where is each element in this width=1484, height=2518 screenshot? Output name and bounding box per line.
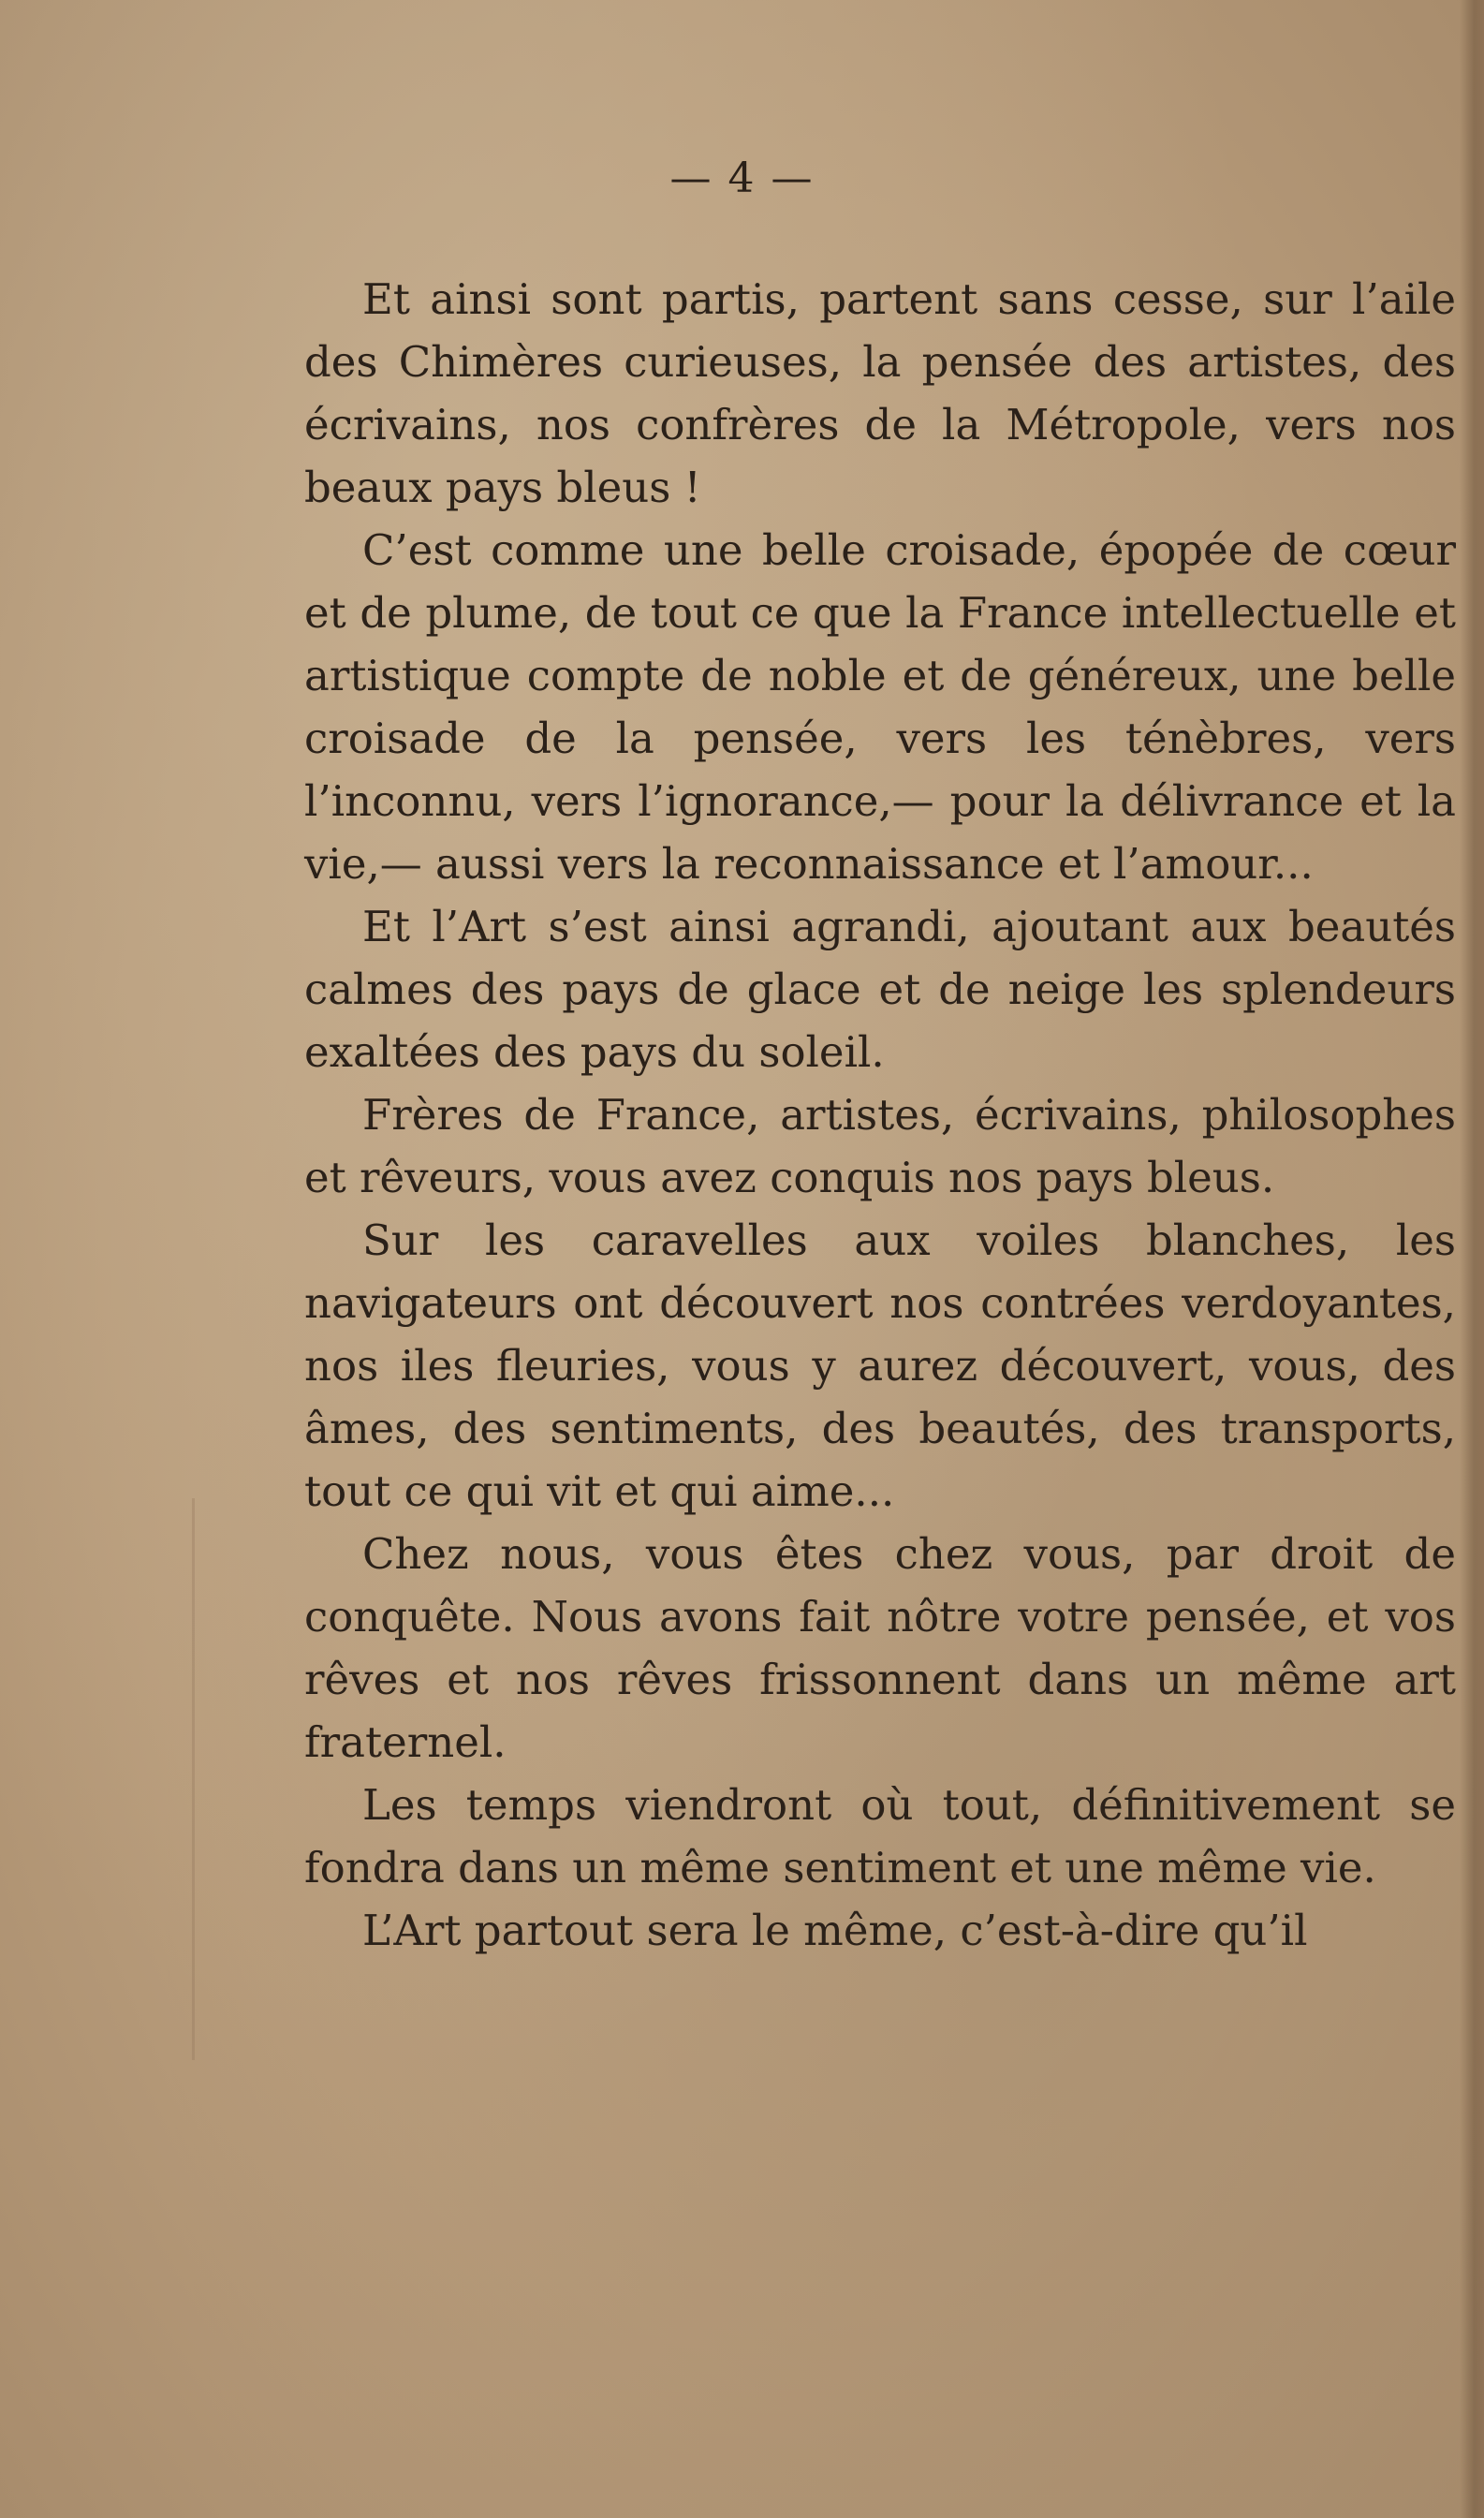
paragraph-8: L’Art partout sera le même, c’est-à-dire qu’il bbox=[362, 1906, 1308, 1955]
paragraph-2: C’est comme une belle croisade, épopée de cœur et de plume, de tout ce que la France intellectuelle et artistique compte de noble et de généreux, une belle croisade de la pensée, vers les ténèbres, vers l’inconnu, vers l’ignorance,— pour la délivrance et la vie,— aussi vers la reconnaissance et l’amour... bbox=[304, 525, 1456, 889]
paragraph-5: Sur les caravelles aux voiles blanches, les navigateurs ont découvert nos contrées verdoyantes, nos iles fleuries, vous y aurez découvert, vous, des âmes, des sentiments, des beautés, des transports, tout ce qui vit et qui aime... bbox=[304, 1215, 1456, 1516]
body-text bbox=[304, 268, 1456, 1962]
paper-crease bbox=[192, 1498, 195, 2060]
paragraph-4: Frères de France, artistes, écrivains, philosophes et rêveurs, vous avez conquis nos pays bleus. bbox=[304, 1090, 1456, 1202]
paragraph-3: Et l’Art s’est ainsi agrandi, ajoutant aux beautés calmes des pays de glace et de neige les splendeurs exaltées des pays du soleil. bbox=[304, 902, 1456, 1077]
paragraph-1: Et ainsi sont partis, partent sans cesse, sur l’aile des Chimères curieuses, la pensée des artistes, des écrivains, nos confrères de la Métropole, vers nos beaux pays bleus ! bbox=[304, 274, 1456, 512]
paragraph-7: Les temps viendront où tout, définitivement se fondra dans un même sentiment et une même vie. bbox=[304, 1780, 1456, 1892]
paragraph-6: Chez nous, vous êtes chez vous, par droit de conquête. Nous avons fait nôtre votre pensée, et vos rêves et nos rêves frissonnent dans un même art fraternel. bbox=[304, 1529, 1456, 1767]
page-number: — 4 — bbox=[669, 155, 815, 202]
page-edge-shadow bbox=[1460, 0, 1484, 2518]
